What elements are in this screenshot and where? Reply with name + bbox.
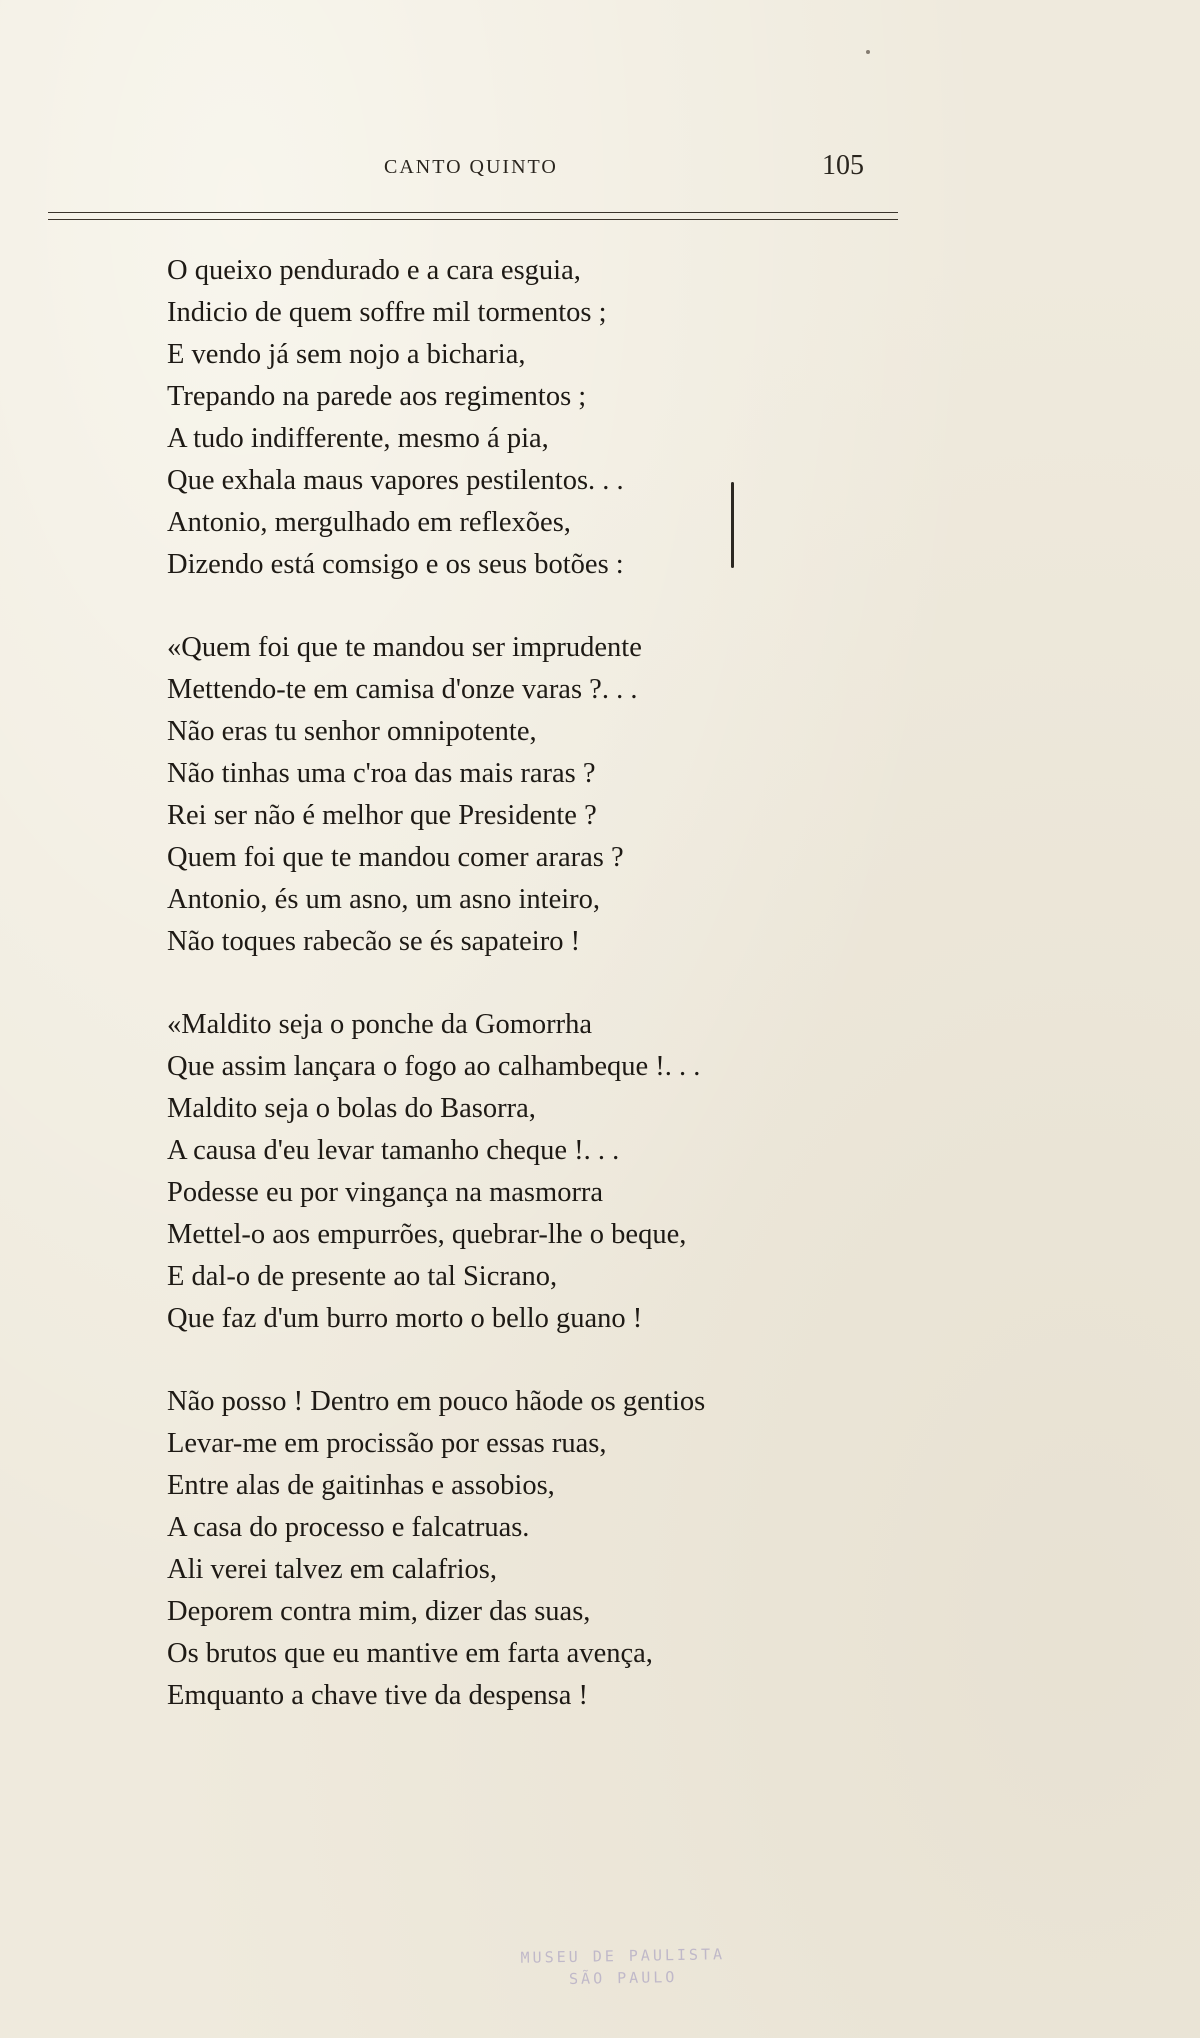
verse-line: Não posso ! Dentro em pouco hãode os gentios [167,1386,706,1417]
stanza-1 [167,250,867,586]
stanza-3 [167,1004,867,1340]
verse-line: Que faz d'um burro morto o bello guano ! [167,1303,643,1334]
verse-line: Deporem contra mim, dizer das suas, [167,1596,591,1627]
verse-line: Trepando na parede aos regimentos ; [167,381,587,412]
verse-line: Emquanto a chave tive da despensa ! [167,1680,589,1711]
paper-speck [866,50,870,54]
verse-line: Que exhala maus vapores pestilentos. . . [167,465,624,496]
verse-line: A tudo indifferente, mesmo á pia, [167,423,549,454]
verse-line: Antonio, és um asno, um asno inteiro, [167,884,600,915]
library-stamp [488,1943,759,1992]
verse-line: Antonio, mergulhado em reflexões, [167,507,571,538]
verse-line: Os brutos que eu mantive em farta avença, [167,1638,653,1669]
stamp-line: SÃO PAULO [568,1968,678,1988]
header-rule-top [48,212,898,213]
verse-line: Mettel-o aos empurrões, quebrar-lhe o beque, [167,1219,687,1250]
verse-line: Não tinhas uma c'roa das mais raras ? [167,758,596,789]
verse-line: A casa do processo e falcatruas. [167,1512,530,1543]
verse-line: E vendo já sem nojo a bicharia, [167,339,526,370]
verse-line: Podesse eu por vingança na masmorra [167,1177,604,1208]
verse-line: Não eras tu senhor omnipotente, [167,716,537,747]
stamp-line: MUSEU DE PAULISTA [520,1945,726,1967]
verse-line: Que assim lançara o fogo ao calhambeque !. . . [167,1051,701,1082]
page-number: 105 [822,150,864,181]
verse-line: O queixo pendurado e a cara esguia, [167,255,581,286]
stanza-4 [167,1381,867,1717]
verse-line: Não toques rabecão se és sapateiro ! [167,926,581,957]
header-rule-bottom [48,219,898,220]
verse-line: «Quem foi que te mandou ser imprudente [167,632,642,663]
verse-line: Levar-me em procissão por essas ruas, [167,1428,607,1459]
verse-line: Indicio de quem soffre mil tormentos ; [167,297,607,328]
verse-line: Rei ser não é melhor que Presidente ? [167,800,597,831]
running-title: CANTO QUINTO [384,156,558,178]
verse-line: Dizendo está comsigo e os seus botões : [167,549,624,580]
stanza-2 [167,627,867,963]
verse-line: Mettendo-te em camisa d'onze varas ?. . . [167,674,638,705]
verse-line: Ali verei talvez em calafrios, [167,1554,497,1585]
verse-line: E dal-o de presente ao tal Sicrano, [167,1261,558,1292]
verse-line: Maldito seja o bolas do Basorra, [167,1093,536,1124]
verse-line: Quem foi que te mandou comer araras ? [167,842,624,873]
poem-body [167,250,867,1758]
verse-line: Entre alas de gaitinhas e assobios, [167,1470,555,1501]
verse-line: A causa d'eu levar tamanho cheque !. . . [167,1135,620,1166]
verse-line: «Maldito seja o ponche da Gomorrha [167,1009,593,1040]
